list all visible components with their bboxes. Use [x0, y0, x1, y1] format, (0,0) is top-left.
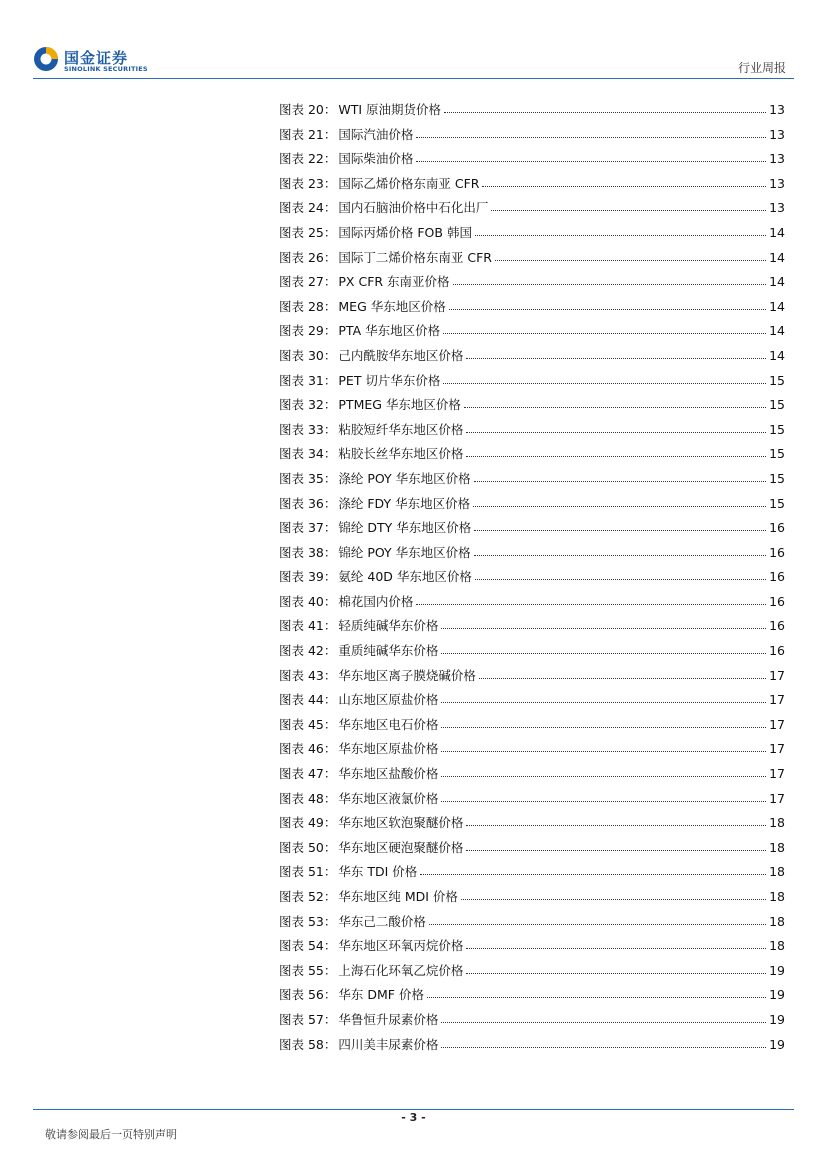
toc-dot-leader: [427, 987, 766, 999]
toc-dot-leader: [474, 471, 766, 483]
toc-dot-leader: [466, 938, 766, 950]
toc-dot-leader: [416, 594, 766, 606]
toc-dot-leader: [443, 373, 766, 385]
toc-dot-leader: [466, 815, 766, 827]
toc-entry-page: 15: [769, 495, 785, 511]
toc-entry-title: 涤纶 FDY 华东地区价格: [338, 495, 471, 511]
toc-entry-label: 图表 58：: [279, 1036, 337, 1052]
toc-dot-leader: [461, 889, 766, 901]
toc-entry-title: 国内石脑油价格中石化出厂: [338, 200, 489, 216]
logo-chinese-name: 国金证券: [64, 49, 129, 67]
toc-entry-page: 19: [769, 962, 785, 978]
toc-entry-title: 国际汽油价格: [338, 126, 414, 142]
toc-entry[interactable]: [279, 369, 785, 394]
toc-entry-title: 国际柴油价格: [338, 151, 414, 167]
toc-entry-page: 14: [769, 274, 785, 290]
toc-entry[interactable]: [279, 565, 785, 590]
toc-entry[interactable]: [279, 811, 785, 836]
toc-entry-title: 国际丙烯价格 FOB 韩国: [338, 224, 472, 240]
toc-entry-title: 轻质纯碱华东价格: [338, 618, 439, 634]
toc-entry-label: 图表 51：: [279, 864, 337, 880]
toc-entry[interactable]: [279, 516, 785, 541]
toc-entry-page: 17: [769, 716, 785, 732]
toc-entry-page: 14: [769, 298, 785, 314]
logo-mark-icon: [33, 46, 59, 72]
toc-entry-label: 图表 57：: [279, 1011, 337, 1027]
toc-entry-label: 图表 49：: [279, 815, 337, 831]
toc-entry-title: 上海石化环氧乙烷价格: [338, 962, 464, 978]
header-divider: [33, 78, 794, 79]
toc-entry-label: 图表 53：: [279, 913, 337, 929]
toc-dot-leader: [441, 791, 766, 803]
toc-entry-label: 图表 43：: [279, 667, 337, 683]
toc-entry-label: 图表 27：: [279, 274, 337, 290]
toc-entry-page: 16: [769, 544, 785, 560]
toc-dot-leader: [441, 1037, 766, 1049]
toc-entry-title: 国际乙烯价格东南亚 CFR: [338, 175, 480, 191]
toc-entry-page: 17: [769, 790, 785, 806]
toc-entry[interactable]: [279, 246, 785, 271]
toc-entry-label: 图表 23：: [279, 175, 337, 191]
toc-entry-page: 15: [769, 446, 785, 462]
toc-entry-page: 15: [769, 421, 785, 437]
toc-entry[interactable]: [279, 1033, 785, 1058]
page-number: - 3 -: [401, 1111, 426, 1124]
toc-entry-page: 13: [769, 175, 785, 191]
toc-entry[interactable]: [279, 1008, 785, 1033]
toc-entry-page: 18: [769, 938, 785, 954]
toc-entry[interactable]: [279, 860, 785, 885]
toc-entry[interactable]: [279, 418, 785, 443]
toc-entry[interactable]: [279, 983, 785, 1008]
toc-dot-leader: [416, 151, 766, 163]
toc-entry-label: 图表 24：: [279, 200, 337, 216]
toc-entry-title: PTMEG 华东地区价格: [338, 397, 461, 413]
toc-dot-leader: [475, 225, 766, 237]
toc-entry-title: PX CFR 东南亚价格: [338, 274, 450, 290]
toc-entry-title: 华东地区软泡聚醚价格: [338, 815, 464, 831]
toc-dot-leader: [429, 914, 766, 926]
toc-entry[interactable]: [279, 467, 785, 492]
toc-entry[interactable]: [279, 639, 785, 664]
toc-entry-title: 棉花国内价格: [338, 593, 414, 609]
toc-dot-leader: [420, 864, 766, 876]
toc-entry-page: 18: [769, 913, 785, 929]
toc-entry-label: 图表 40：: [279, 593, 337, 609]
toc-entry-label: 图表 32：: [279, 397, 337, 413]
toc-dot-leader: [441, 643, 766, 655]
disclaimer-note: 敬请参阅最后一页特别声明: [45, 1128, 177, 1141]
toc-entry-page: 13: [769, 126, 785, 142]
toc-entry-title: 四川美丰尿素价格: [338, 1036, 439, 1052]
toc-entry-title: 华东地区环氧丙烷价格: [338, 938, 464, 954]
toc-entry-label: 图表 35：: [279, 470, 337, 486]
toc-entry-page: 19: [769, 1036, 785, 1052]
toc-entry[interactable]: [279, 590, 785, 615]
toc-entry-label: 图表 33：: [279, 421, 337, 437]
toc-entry-page: 15: [769, 397, 785, 413]
toc-dot-leader: [453, 274, 766, 286]
toc-entry-title: 华东地区原盐价格: [338, 741, 439, 757]
figure-index-list: [279, 98, 785, 1057]
toc-entry-title: 涤纶 POY 华东地区价格: [338, 470, 471, 486]
toc-entry[interactable]: [279, 910, 785, 935]
toc-entry-label: 图表 31：: [279, 372, 337, 388]
toc-entry-title: 锦纶 DTY 华东地区价格: [338, 520, 472, 536]
toc-entry-title: 华东 DMF 价格: [338, 987, 424, 1003]
toc-entry-title: 重质纯碱华东价格: [338, 643, 439, 659]
toc-entry[interactable]: [279, 885, 785, 910]
toc-entry[interactable]: [279, 123, 785, 148]
toc-dot-leader: [466, 422, 766, 434]
toc-entry[interactable]: [279, 295, 785, 320]
toc-entry-label: 图表 26：: [279, 249, 337, 265]
toc-entry-page: 18: [769, 839, 785, 855]
toc-entry[interactable]: [279, 98, 785, 123]
toc-entry-label: 图表 34：: [279, 446, 337, 462]
toc-entry-label: 图表 30：: [279, 347, 337, 363]
toc-entry-page: 15: [769, 372, 785, 388]
toc-dot-leader: [441, 1012, 766, 1024]
toc-entry-label: 图表 21：: [279, 126, 337, 142]
toc-entry-label: 图表 25：: [279, 224, 337, 240]
toc-entry-title: 华东地区盐酸价格: [338, 766, 439, 782]
toc-entry-label: 图表 38：: [279, 544, 337, 560]
toc-entry-title: 华东地区电石价格: [338, 716, 439, 732]
toc-entry-title: 华东地区液氯价格: [338, 790, 439, 806]
toc-entry[interactable]: [279, 836, 785, 861]
toc-entry-title: 华东 TDI 价格: [338, 864, 418, 880]
toc-dot-leader: [482, 176, 766, 188]
toc-entry-label: 图表 44：: [279, 692, 337, 708]
toc-entry[interactable]: [279, 221, 785, 246]
toc-dot-leader: [466, 446, 766, 458]
toc-entry[interactable]: [279, 492, 785, 517]
toc-entry[interactable]: [279, 713, 785, 738]
toc-entry[interactable]: [279, 787, 785, 812]
toc-entry[interactable]: [279, 319, 785, 344]
toc-entry[interactable]: [279, 541, 785, 566]
toc-dot-leader: [441, 717, 766, 729]
toc-dot-leader: [441, 618, 766, 630]
toc-entry-title: 华东地区硬泡聚醚价格: [338, 839, 464, 855]
toc-entry[interactable]: [279, 664, 785, 689]
toc-entry-page: 13: [769, 102, 785, 117]
toc-entry-title: 国际丁二烯价格东南亚 CFR: [338, 249, 492, 265]
toc-entry-page: 16: [769, 643, 785, 659]
toc-entry-page: 13: [769, 151, 785, 167]
toc-entry-label: 图表 45：: [279, 716, 337, 732]
toc-dot-leader: [466, 840, 766, 852]
toc-dot-leader: [495, 250, 766, 262]
toc-entry[interactable]: [279, 172, 785, 197]
toc-entry-title: 山东地区原盐价格: [338, 692, 439, 708]
toc-entry[interactable]: [279, 196, 785, 221]
toc-dot-leader: [474, 520, 766, 532]
toc-dot-leader: [416, 127, 766, 139]
toc-entry-page: 19: [769, 987, 785, 1003]
toc-entry-page: 16: [769, 569, 785, 585]
toc-entry-title: 华东己二酸价格: [338, 913, 426, 929]
toc-entry-page: 15: [769, 470, 785, 486]
toc-dot-leader: [449, 299, 766, 311]
toc-entry[interactable]: [279, 688, 785, 713]
toc-entry[interactable]: [279, 934, 785, 959]
toc-entry[interactable]: [279, 762, 785, 787]
toc-entry[interactable]: [279, 147, 785, 172]
toc-entry-page: 19: [769, 1011, 785, 1027]
toc-dot-leader: [441, 692, 766, 704]
toc-entry-label: 图表 50：: [279, 839, 337, 855]
toc-entry[interactable]: [279, 442, 785, 467]
toc-entry-title: 粘胶长丝华东地区价格: [338, 446, 464, 462]
toc-entry-page: 14: [769, 323, 785, 339]
toc-dot-leader: [491, 200, 766, 212]
toc-entry-label: 图表 36：: [279, 495, 337, 511]
toc-entry[interactable]: [279, 614, 785, 639]
toc-entry-page: 16: [769, 593, 785, 609]
toc-entry-title: 华东地区纯 MDI 价格: [338, 889, 458, 904]
toc-entry[interactable]: [279, 737, 785, 762]
toc-entry-label: 图表 22：: [279, 151, 337, 167]
toc-dot-leader: [441, 766, 766, 778]
toc-entry-title: 华东地区离子膜烧碱价格: [338, 667, 476, 683]
footer-divider: [33, 1109, 794, 1110]
toc-entry-page: 18: [769, 815, 785, 831]
toc-entry[interactable]: [279, 393, 785, 418]
toc-entry-title: PET 切片华东价格: [338, 372, 441, 388]
toc-dot-leader: [444, 102, 766, 114]
page-header: [0, 0, 827, 80]
toc-dot-leader: [466, 348, 766, 360]
toc-entry-label: 图表 52：: [279, 889, 337, 904]
toc-dot-leader: [464, 397, 766, 409]
toc-entry-label: 图表 42：: [279, 643, 337, 659]
company-logo: [33, 46, 163, 76]
toc-entry-label: 图表 29：: [279, 323, 337, 339]
toc-dot-leader: [473, 496, 766, 508]
toc-entry-title: 氨纶 40D 华东地区价格: [338, 569, 472, 585]
toc-dot-leader: [443, 323, 766, 335]
toc-entry-title: PTA 华东地区价格: [338, 323, 441, 339]
report-type-label: 行业周报: [737, 61, 786, 75]
toc-entry-label: 图表 55：: [279, 962, 337, 978]
toc-entry-page: 17: [769, 741, 785, 757]
toc-entry-label: 图表 47：: [279, 766, 337, 782]
toc-dot-leader: [475, 569, 766, 581]
toc-entry-label: 图表 54：: [279, 938, 337, 954]
toc-entry-page: 14: [769, 249, 785, 265]
toc-entry-page: 17: [769, 766, 785, 782]
toc-entry-page: 18: [769, 864, 785, 880]
toc-entry-title: 锦纶 POY 华东地区价格: [338, 544, 471, 560]
toc-entry-label: 图表 20：: [279, 102, 337, 117]
toc-entry[interactable]: [279, 959, 785, 984]
toc-entry-page: 14: [769, 224, 785, 240]
toc-entry-title: 己内酰胺华东地区价格: [338, 347, 464, 363]
toc-entry-label: 图表 56：: [279, 987, 337, 1003]
toc-entry-label: 图表 46：: [279, 741, 337, 757]
toc-entry-label: 图表 41：: [279, 618, 337, 634]
toc-entry-label: 图表 39：: [279, 569, 337, 585]
toc-entry-title: 华鲁恒升尿素价格: [338, 1011, 439, 1027]
toc-entry-title: 粘胶短纤华东地区价格: [338, 421, 464, 437]
toc-entry-page: 13: [769, 200, 785, 216]
toc-entry[interactable]: [279, 270, 785, 295]
toc-dot-leader: [479, 668, 766, 680]
toc-entry-page: 14: [769, 347, 785, 363]
toc-entry-title: MEG 华东地区价格: [338, 298, 446, 314]
toc-entry-title: WTI 原油期货价格: [338, 102, 442, 117]
toc-entry-label: 图表 28：: [279, 298, 337, 314]
toc-entry-page: 17: [769, 667, 785, 683]
logo-english-name: SINOLINK SECURITIES: [64, 65, 148, 73]
toc-entry-label: 图表 48：: [279, 790, 337, 806]
toc-entry[interactable]: [279, 344, 785, 369]
toc-dot-leader: [466, 963, 766, 975]
toc-entry-page: 16: [769, 618, 785, 634]
toc-entry-page: 18: [769, 889, 785, 904]
toc-entry-page: 16: [769, 520, 785, 536]
toc-entry-label: 图表 37：: [279, 520, 337, 536]
toc-entry-page: 17: [769, 692, 785, 708]
toc-dot-leader: [441, 741, 766, 753]
toc-dot-leader: [474, 545, 766, 557]
